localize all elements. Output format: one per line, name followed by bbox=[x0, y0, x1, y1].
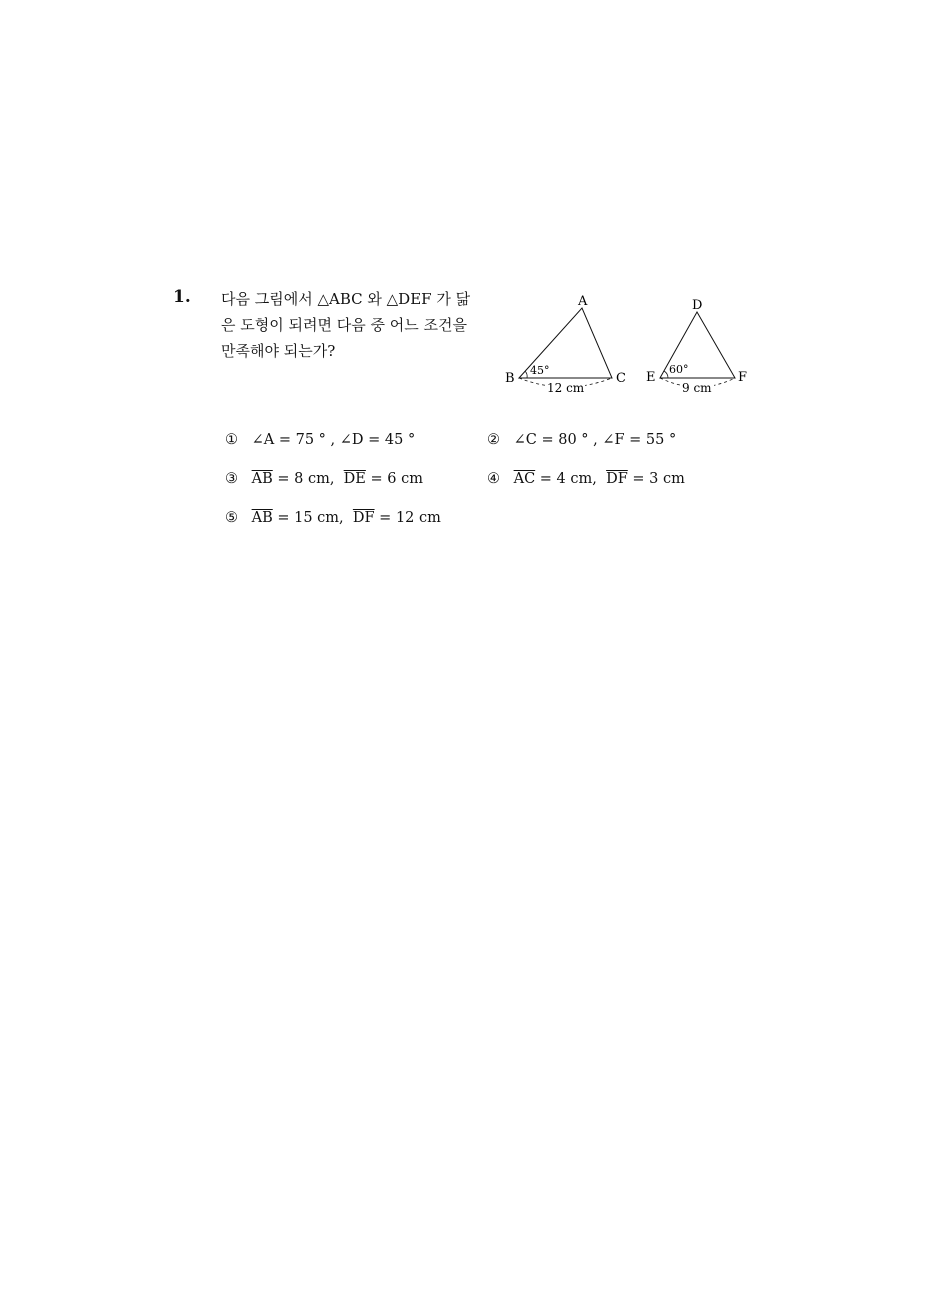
choice-3-value-1: = 8 cm, bbox=[272, 471, 344, 487]
choice-3-number: ③ bbox=[225, 471, 238, 487]
choice-5-value-2: = 12 cm bbox=[374, 510, 441, 526]
base-ef-label: 9 cm bbox=[682, 381, 712, 395]
choice-4-value-1: = 4 cm, bbox=[535, 471, 607, 487]
segment-ab: $\overline{AB}$ bbox=[251, 471, 273, 487]
choice-2[interactable] bbox=[487, 432, 676, 448]
segment-df: $\overline{DF}$ bbox=[352, 510, 375, 526]
angle-b-label: 45° bbox=[530, 364, 550, 377]
choice-4-number: ④ bbox=[487, 471, 500, 487]
base-bc-label: 12 cm bbox=[547, 381, 585, 395]
question-line: 은 도형이 되려면 다음 중 어느 조건을 bbox=[221, 316, 467, 334]
choice-1-text: ∠A = 75 ° , ∠D = 45 ° bbox=[251, 432, 416, 448]
choice-5-number: ⑤ bbox=[225, 510, 238, 526]
choice-3[interactable] bbox=[225, 471, 423, 487]
angle-b-arc bbox=[525, 371, 527, 378]
segment-de: $\overline{DE}$ bbox=[343, 471, 366, 487]
label-c: C bbox=[616, 371, 626, 386]
choice-2-text: ∠C = 80 ° , ∠F = 55 ° bbox=[513, 432, 677, 448]
choice-4[interactable] bbox=[487, 471, 685, 487]
segment-df: $\overline{DF}$ bbox=[606, 471, 628, 487]
question-number: 1. bbox=[173, 287, 191, 307]
segment-ab: $\overline{AB}$ bbox=[251, 510, 273, 526]
label-e: E bbox=[646, 370, 656, 385]
choice-2-number: ② bbox=[487, 432, 500, 448]
label-b: B bbox=[505, 371, 515, 386]
label-f: F bbox=[738, 370, 748, 385]
question-line: 다음 그림에서 △ABC 와 △DEF 가 닮 bbox=[221, 290, 471, 308]
triangles-svg bbox=[500, 292, 760, 402]
triangles-figure bbox=[500, 292, 760, 402]
choice-1[interactable] bbox=[225, 432, 415, 448]
segment-ac: $\overline{AC}$ bbox=[513, 471, 536, 487]
question-line: 만족해야 되는가? bbox=[221, 342, 336, 360]
choice-5[interactable] bbox=[225, 510, 441, 526]
label-d: D bbox=[692, 298, 703, 313]
angle-e-arc bbox=[664, 371, 668, 378]
choice-3-value-2: = 6 cm bbox=[365, 471, 423, 487]
label-a: A bbox=[578, 294, 588, 309]
choice-5-value-1: = 15 cm, bbox=[272, 510, 353, 526]
question-text bbox=[221, 286, 491, 364]
angle-e-label: 60° bbox=[669, 363, 689, 376]
choice-1-number: ① bbox=[225, 432, 238, 448]
choice-4-value-2: = 3 cm bbox=[627, 471, 685, 487]
